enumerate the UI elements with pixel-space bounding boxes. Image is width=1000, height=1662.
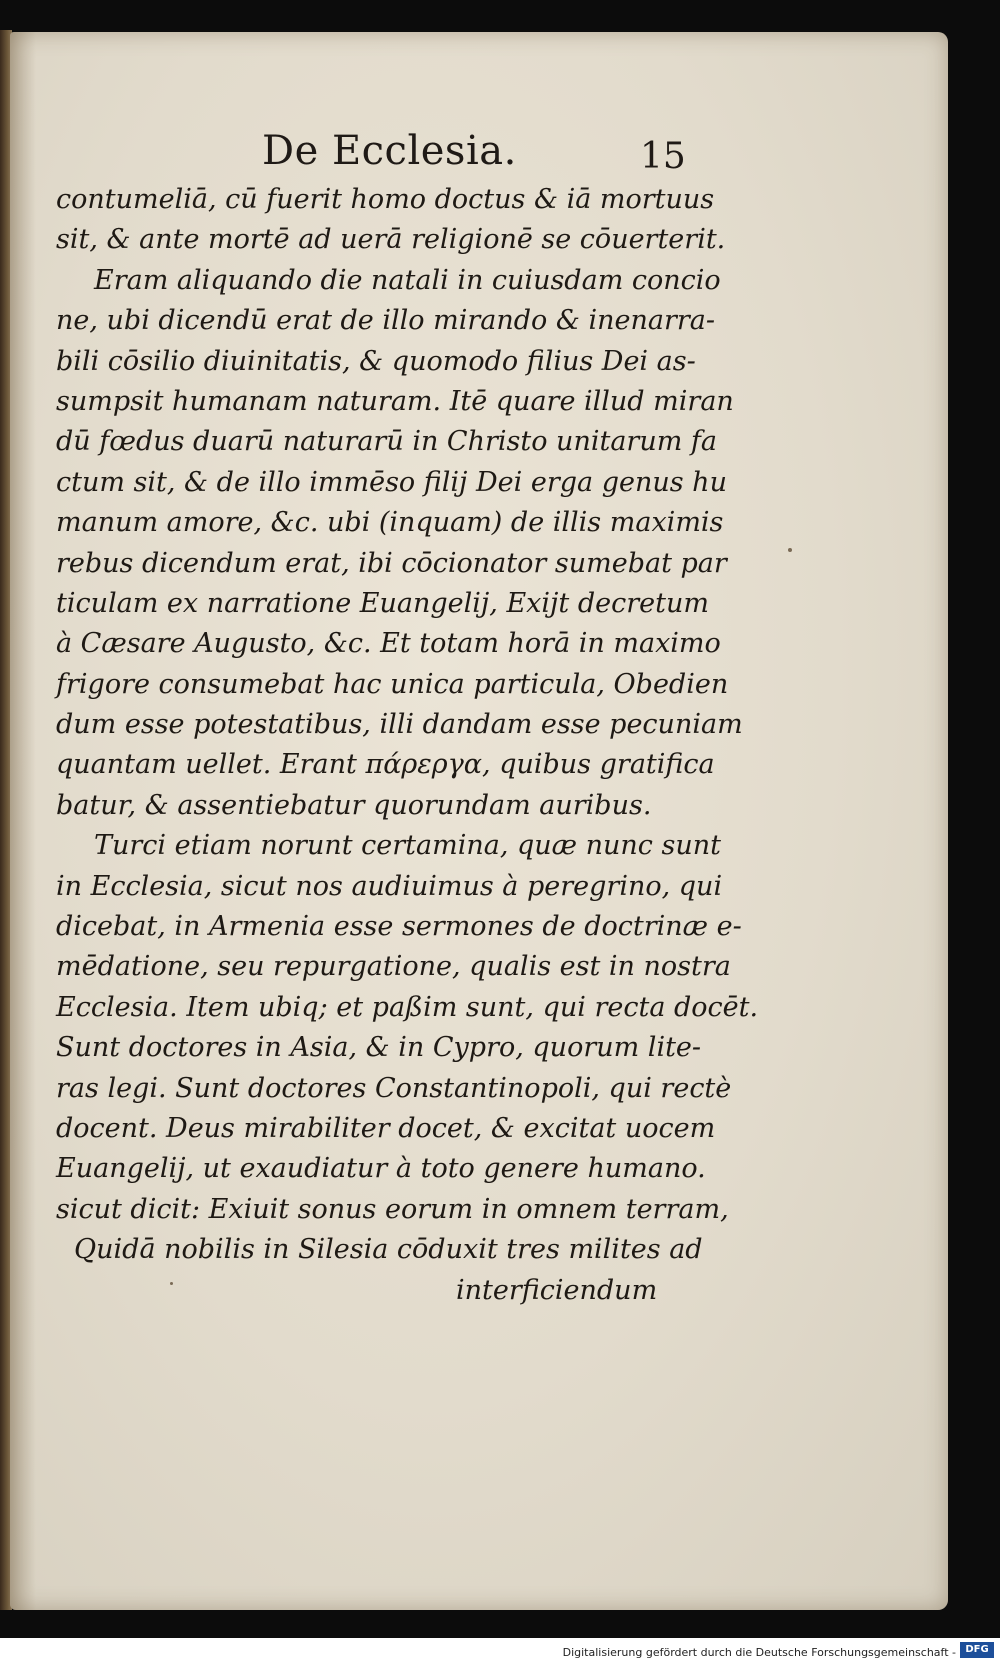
text-line: contumeliā, cū fuerit homo doctus & iā mortuus [56,184,715,215]
text-line: bili cōsilio diuinitatis, & quomodo filius Dei as- [56,345,696,377]
text-line: dicebat, in Armenia esse sermones de doctrinæ e- [56,911,742,943]
text-line: Eram aliquando die natali in cuiusdam concio [94,264,721,296]
text-line: Quidā nobilis in Silesia cōduxit tres milites ad [74,1234,703,1266]
text-line: docent. Deus mirabiliter docet, & excitat uocem [56,1112,716,1144]
page-number: 15 [640,136,686,177]
text-line: dum esse potestatibus, illi dandam esse pecuniam [56,709,743,741]
text-line: Sunt doctores in Asia, & in Cypro, quorum lite- [56,1032,702,1064]
text-line: Ecclesia. Item ubiq; et paßim sunt, qui recta docēt. [56,991,759,1023]
text-line: sumpsit humanam naturam. Itē quare illud miran [56,385,734,417]
text-line: sicut dicit: Exiuit sonus eorum in omnem terram, [56,1193,729,1225]
digitization-credit: Digitalisierung gefördert durch die Deutsche Forschungsgemeinschaft - [562,1646,956,1659]
text-line: Turci etiam norunt certamina, quæ nunc sunt [94,830,721,862]
running-head: De Ecclesia. [262,128,517,174]
text-line: dū fœdus duarū naturarū in Christo unitarum fa [56,426,717,458]
text-line: in Ecclesia, sicut nos audiuimus à peregrino, qui [56,870,723,902]
text-line: rebus dicendum erat, ibi cōcionator sumebat par [56,547,727,579]
text-line: sit, & ante mortē ad uerā religionē se cōuerterit. [56,224,726,256]
text-line: Euangelij, ut exaudiatur à toto genere humano. [56,1153,706,1185]
dfg-logo: DFG [960,1642,994,1658]
text-line: ticulam ex narratione Euangelij, Exijt decretum [56,587,709,619]
text-line: ne, ubi dicendū erat de illo mirando & inenarra- [56,305,715,337]
text-line: mēdatione, seu repurgatione, qualis est in nostra [56,951,731,983]
text-line: à Cæsare Augusto, &c. Et totam horā in maximo [56,628,721,660]
text-line: ctum sit, & de illo immēso filij Dei erga genus hu [56,466,727,498]
text-line: batur, & assentiebatur quorundam auribus. [56,789,652,821]
footer-bar [0,1638,1000,1662]
text-block [56,180,759,1311]
text-line: quantam uellet. Erant πάρεργα, quibus gratifica [56,749,715,781]
page-gutter-shadow [10,32,36,1610]
text-line: manum amore, &c. ubi (inquam) de illis maximis [56,507,724,539]
paper-speck [788,548,792,552]
text-line: frigore consumebat hac unica particula, Obedien [56,668,729,700]
catchword: interficiendum [456,1274,658,1306]
text-line: ras legi. Sunt doctores Constantinopoli, qui rectè [56,1072,732,1104]
